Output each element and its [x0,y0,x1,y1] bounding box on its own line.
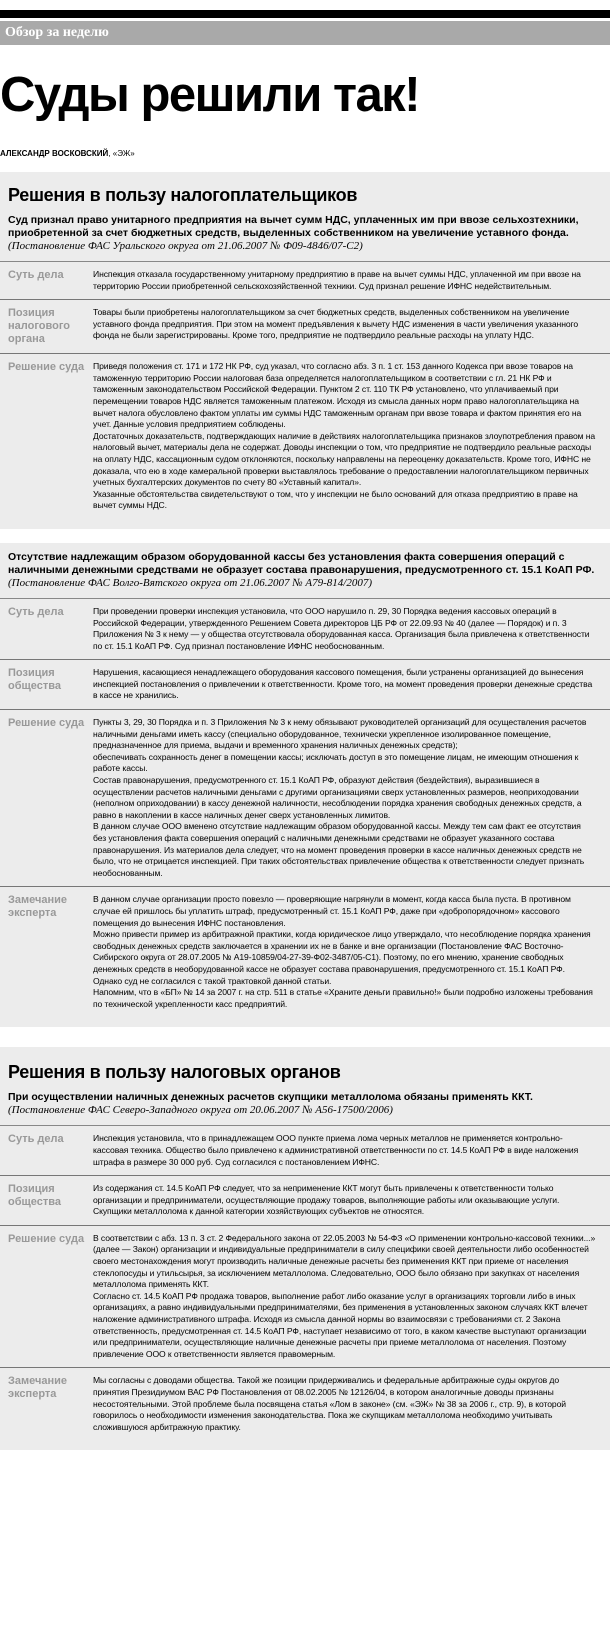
row-label: Суть дела [8,269,64,281]
row-label: Позиция налогового органа [8,307,70,346]
case-source: (Постановление ФАС Волго-Вятского округа от 21.06.2007 № А79-814/2007) [0,577,610,599]
row-text [93,1133,610,1168]
row-label: Позиция общества [8,1183,62,1209]
row-text [93,667,610,702]
paragraph: Инспекция установила, что в принадлежащем ООО пункте приема лома черных металлов не применяется контрольно-кассовая техника. Общество было привлечено к административной ответственности по ст. 14.5 КоАП РФ в виде наложения штрафа в размере 30 000 руб. Суд согласился с постановлением ИФНС. [93,1133,579,1167]
row-text [93,1375,610,1433]
paragraph: Напомним, что в «БП» № 14 за 2007 г. на стр. 511 в статье «Храните деньги правильно!» были подробно изложены требования по технической укрепленности касс предприятий. [93,987,593,1009]
paragraph: Согласно ст. 14.5 КоАП РФ продажа товаров, выполнение работ либо оказание услуг в организациях торговли либо в иных организациях, а равно индивидуальными предпринимателями, без применения в установленных законом случаях ККТ влечет наложение административного штрафа. Исходя из смысла данной нормы во взаимосвязи с требованиями ст. 2 Закона ответственность, предусмотренная ст. 14.5 КоАП РФ, наступает независимо от того, в каком качестве выступают организации или предприниматели, осуществляющие наличные денежные расчеты при приеме металлолома от населения. Поэтому привлечение ООО к ответственности является правомерным. [93,1290,588,1359]
rubric-bar: Обзор за неделю [0,21,610,45]
paragraph: Пункты 3, 29, 30 Порядка и п. 3 Приложения № 3 к нему обязывают руководителей организаций для осуществления расчетов наличными деньгами иметь кассу (специально оборудованное, технически укрепленное изолированное помещение, предназначенное для приема, выдачи и временного хранения наличных денежных средств); [93,717,587,751]
paragraph: Мы согласны с доводами общества. Такой же позиции придерживались и федеральные арбитражные суды округов до принятия Президиумом ВАС РФ Постановления от 08.02.2005 № 12126/04, в котором аналогичные доводы признаны несостоятельными. Этой проблеме была посвящена статья «Лом в законе» (см. «ЭЖ» № 38 за 2006 г., стр. 9), в которой говорилось о необходимости изменения законодательства. Пока же скупщикам металлолома необходимо учитывать сложившуюся арбитражную практику. [93,1375,566,1432]
case-row [0,1176,610,1226]
section-title: Решения в пользу налоговых органов [8,1062,341,1083]
case-row [0,1226,610,1369]
row-label: Решение суда [8,361,85,374]
row-label: Решение суда [8,1232,85,1245]
case-row [0,1126,610,1176]
paragraph: При проведении проверки инспекция установила, что ООО нарушило п. 29, 30 Порядка ведения кассовых операций в Российской Федерации, утвержденного Решением Совета директоров ЦБ РФ от 22.09.93 № 40 (далее — Порядок) и п. 3 Приложения № 3 к нему — у общества отсутствовала оборудованная касса. Организация была привлечена к ответственности по ст. 15.1 КоАП РФ. Суд признал постановление ИФНС необоснованным. [93,605,590,651]
row-text [93,361,610,512]
case-source: (Постановление ФАС Уральского округа от 21.06.2007 № Ф09-4846/07-С2) [0,240,610,262]
row-label: Замечание эксперта [8,894,68,920]
case-panel [0,172,610,529]
paragraph: Из содержания ст. 14.5 КоАП РФ следует, что за неприменение ККТ могут быть привлечены к ответственности только организации и предприниматели, осуществляющие продажу товаров, выполняющие работы или оказывающие услуги. Скупщики металлолома к данной категории хозяйствующих субъектов не относятся. [93,1183,560,1217]
case-title: При осуществлении наличных денежных расчетов скупщики металлолома обязаны применять ККТ. [8,1091,533,1104]
case-row [0,300,610,354]
case-row [0,262,610,300]
row-label: Суть дела [8,605,64,618]
row-text [93,606,610,652]
top-rule [0,10,610,18]
paragraph: Можно привести пример из арбитражной практики, когда юридическое лицо утверждало, что несоблюдение порядка хранения свободных денежных средств заключается в хранении их не в банке и вне организации (Постановление ФАС Восточно-Сибирского округа от 28.07.2005 № А19-10859/04-27-39-Ф02-3487/05-С1). Поэтому, по его мнению, хранение свободных денежных средств в необорудованной кассе не образует состава правонарушения, предусмотренного ст. 15.1 КоАП РФ. Однако суд не согласился с такой трактовкой данной статьи. [93,929,591,986]
case-source: (Постановление ФАС Северо-Западного округа от 20.06.2007 № А56-17500/2006) [0,1104,610,1126]
case-panel [0,1047,610,1450]
section-title: Решения в пользу налогоплательщиков [8,185,358,205]
article-body [0,172,610,1450]
author-name: АЛЕКСАНДР ВОСКОВСКИЙ [0,149,109,158]
row-text [93,269,610,292]
row-label: Позиция общества [8,667,62,693]
case-row [0,887,610,1017]
row-text [93,1183,610,1218]
case-title: Отсутствие надлежащим образом оборудованной кассы без установления факта совершения операций с наличными денежными средствами не образует состава правонарушения, предусмотренного ст. 15.1 КоАП РФ. [8,550,595,576]
row-text [93,717,610,879]
paragraph: обеспечивать сохранность денег в помещении кассы; исключать доступ в это помещение лицам, не имеющим отношения к работе кассы. [93,751,579,774]
paragraph: В данном случае ООО вменено отсутствие надлежащим образом оборудованной кассы. Между тем сам факт ее отсутствия без установления факта совершения операций с наличными денежными средствами не образует указанного состава правонарушения. Из материалов дела следует, что на момент проведения проверки в кассе наличных денежных средств не было, что не отрицается инспекцией. При таких обстоятельствах привлечение общества к ответственности следует признать необоснованным. [93,821,585,878]
case-panel [0,543,610,1027]
case-row [0,660,610,710]
paragraph: Указанные обстоятельства свидетельствуют о том, что у инспекции не было оснований для отказа предприятию в праве на вычет суммы НДС. [93,488,578,511]
row-label: Суть дела [8,1133,64,1146]
paragraph: Состав правонарушения, предусмотренного ст. 15.1 КоАП РФ, образуют действия (бездействия), выразившиеся в осуществлении расчетов наличными деньгами с другими организациями сверх установленных размеров, неоприходовании (неполном оприходовании) в кассу денежной наличности, несоблюдении порядка хранения свободных денежных средств, а равно в накоплении в кассе наличных денег сверх установленных лимитов. [93,775,582,820]
case-row [0,1368,610,1440]
paragraph: Приведя положения ст. 171 и 172 НК РФ, суд указал, что согласно абз. 3 п. 1 ст. 153 данного Кодекса при ввозе товаров на таможенную территорию России налоговая база определяется налогоплательщиком в соответствии с гл. 21 НК РФ и таможенным законодательством Российской Федерации. Пунктом 2 ст. 110 ТК РФ установлено, что уплачиваемый при перемещении товаров НДС является таможенным платежом. Исходя из смысла данных норм право налогоплательщика на вычет налога обусловлено фактом уплаты им суммы НДС таможенным органам при ввозе товара и фактом принятия его на учет. Данные условия предприятием соблюдены. [93,361,582,430]
paragraph: Товары были приобретены налогоплательщиком за счет бюджетных средств, выделенных собственником на увеличение уставного фонда предприятия. При этом на момент предъявления к вычету НДС изменения в части увеличения указанного фонда не были зарегистрированы. Кроме того, предприятие не подтвердило реальные расходы на уплату НДС. [93,307,579,341]
paragraph: Нарушения, касающиеся ненадлежащего оборудования кассового помещения, были устранены организацией до вынесения инспекцией постановления о привлечении к ответственности. Кроме того, на момент проведения проверки денежные средства в кассе не хранились. [93,667,593,701]
byline [0,149,610,158]
page-title: Суды решили так! [0,68,420,122]
paragraph: Достаточных доказательств, подтверждающих наличие в действиях налогоплательщика признаков злоупотребления правом на налоговый вычет, материалы дела не содержат. Доводы инспекции о том, что предприятие не подтвердило реальные расходы на оплату НДС, кассационным судом отклоняются, поскольку направлены на переоценку доказательств. Кроме того, ИФНС не доказала, что ею в ходе камеральной проверки выставлялось требование о предоставлении налогоплательщиком первичных учетных бухгалтерских документов по счету 80 «Уставный капитал». [93,430,596,488]
row-text [93,1233,610,1361]
paragraph: В данном случае организации просто повезло — проверяющие нагрянули в момент, когда касса была пуста. В противном случае ей пришлось бы уплатить штраф, предусмотренный ст. 15.1 КоАП РФ, даже при «добропорядочном» кассового помещения до вынесения ИФНС постановления. [93,894,571,928]
case-row [0,354,610,519]
case-row [0,710,610,887]
row-label: Замечание эксперта [8,1375,68,1401]
row-label: Решение суда [8,717,85,730]
row-text [93,894,610,1010]
paragraph: В соответствии с абз. 13 п. 3 ст. 2 Федерального закона от 22.05.2003 № 54-ФЗ «О применении контрольно-кассовой техники...» (далее — Закон) организации и индивидуальные предприниматели в силу специфики своей деятельности либо особенностей своего местонахождения могут производить наличные денежные расчеты без применения ККТ при приеме от населения стеклопосуды и утильсырья, за исключением металлолома. Следовательно, ООО было обязано при закупках от населения металлолома применять ККТ. [93,1232,596,1290]
case-row [0,599,610,660]
case-title: Суд признал право унитарного предприятия на вычет сумм НДС, уплаченных им при ввозе сельхозтехники, приобретенной за счет бюджетных средств, выделенных собственником на увеличение уставного фонда. [8,214,579,239]
outlet-name: , «ЭЖ» [108,149,135,158]
paragraph: Инспекция отказала государственному унитарному предприятию в праве на вычет суммы НДС, уплаченной им при ввозе на территорию России приобретенной сельскохозяйственной техники. Суд признал решение ИФНС недействительным. [93,269,581,291]
row-text [93,307,610,346]
